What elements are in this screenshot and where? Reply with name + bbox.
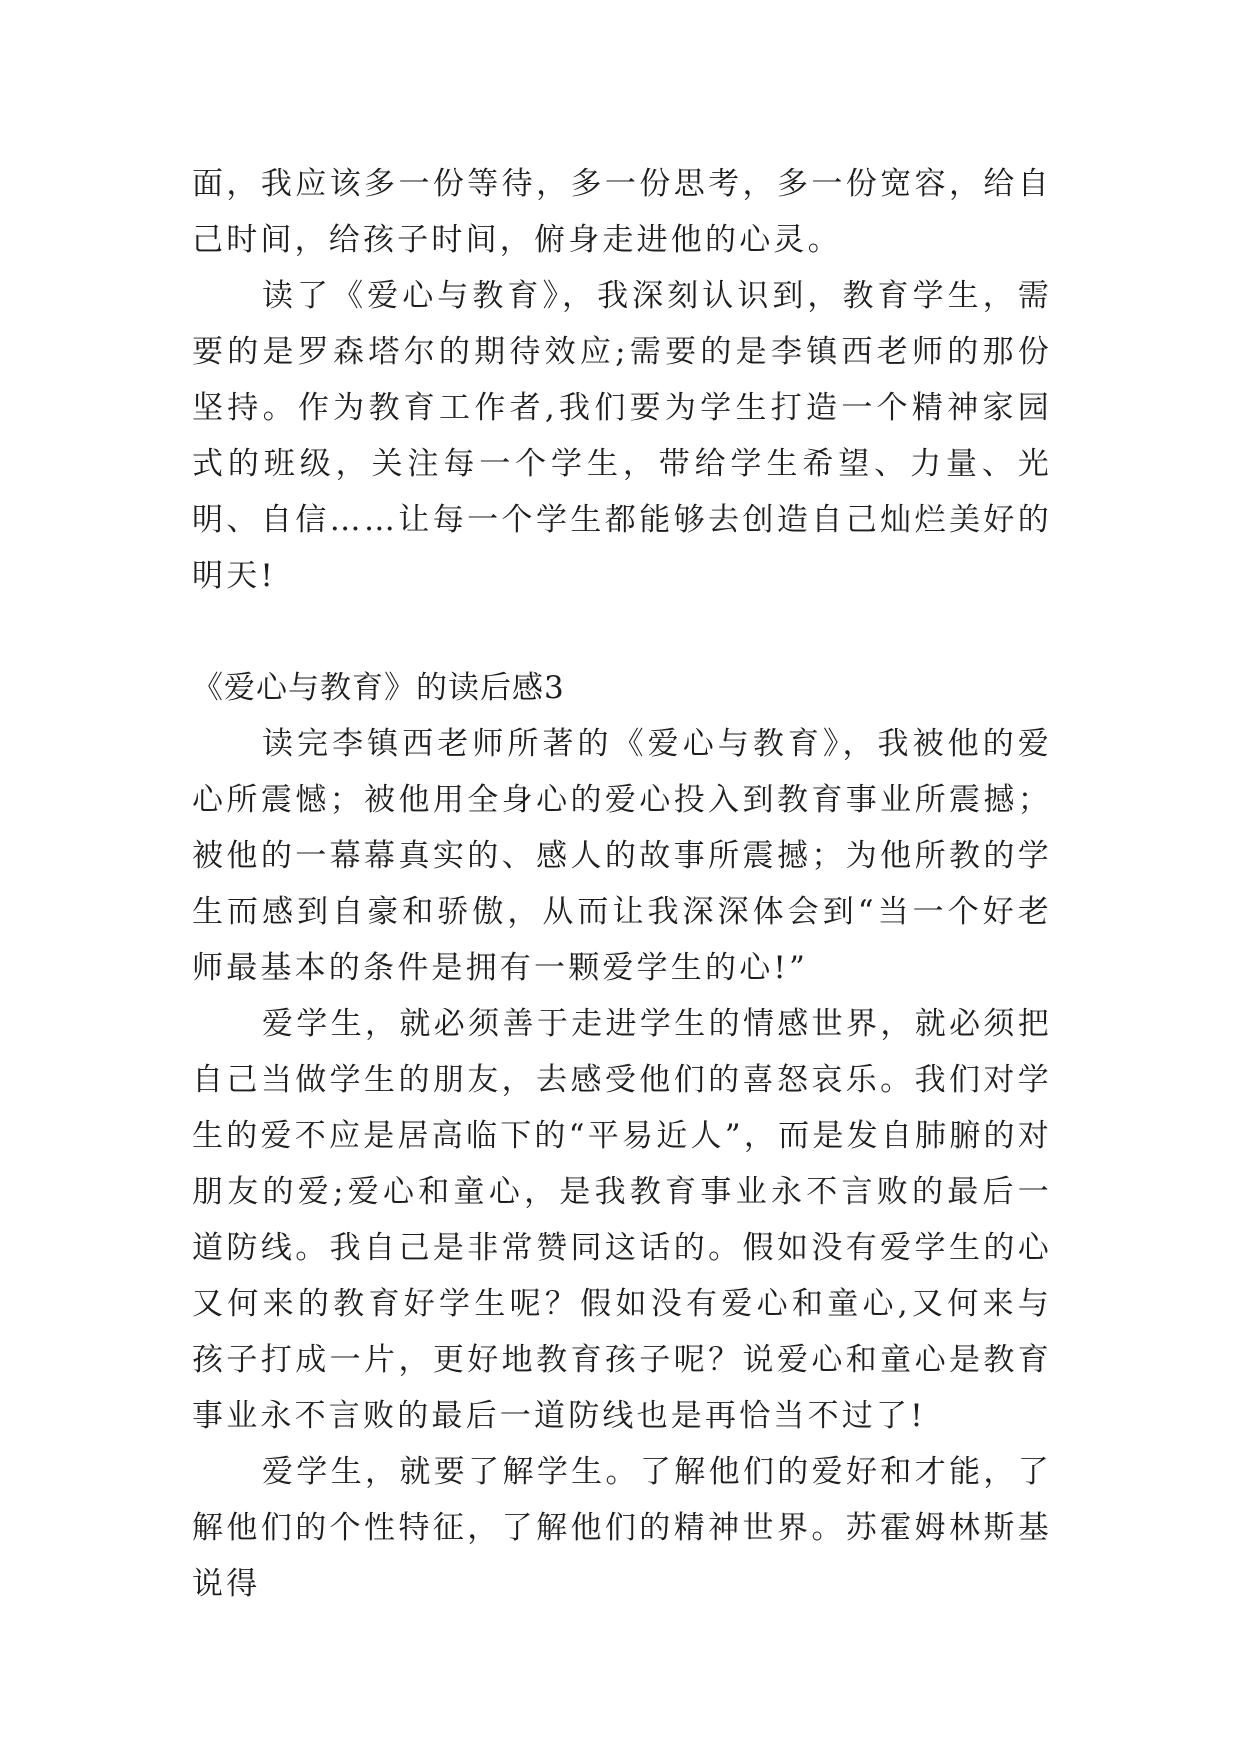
paragraph-continuation: 面，我应该多一份等待，多一份思考，多一份宽容，给自己时间，给孩子时间，俯身走进他的心灵。 [192, 166, 1052, 258]
document-page [192, 156, 1052, 1612]
paragraph-understand-students: 爱学生，就要了解学生。了解他们的爱好和才能，了解他们的个性特征，了解他们的精神世界。苏霍姆林斯基说得 [192, 1454, 1052, 1602]
paragraph-reflection: 读了《爱心与教育》，我深刻认识到，教育学生，需要的是罗森塔尔的期待效应;需要的是李镇西老师的那份坚持。作为教育工作者,我们要为学生打造一个精神家园式的班级，关注每一个学生，带给学生希望、力量、光明、自信……让每一个学生都能够去创造自己灿烂美好的明天! [192, 278, 1052, 594]
paragraph-intro: 读完李镇西老师所著的《爱心与教育》，我被他的爱心所震憾；被他用全身心的爱心投入到教育事业所震撼；被他的一幕幕真实的、感人的故事所震撼；为他所教的学生而感到自豪和骄傲，从而让我深深体会到“当一个好老师最基本的条件是拥有一颗爱学生的心!” [192, 726, 1052, 986]
paragraph-love-students: 爱学生，就必须善于走进学生的情感世界，就必须把自己当做学生的朋友，去感受他们的喜怒哀乐。我们对学生的爱不应是居高临下的“平易近人”，而是发自肺腑的对朋友的爱;爱心和童心，是我教育事业永不言败的最后一道防线。我自己是非常赞同这话的。假如没有爱学生的心又何来的教育好学生呢？假如没有爱心和童心,又何来与孩子打成一片，更好地教育孩子呢？说爱心和童心是教育事业永不言败的最后一道防线也是再恰当不过了! [192, 1006, 1052, 1434]
section-title: 《爱心与教育》的读后感3 [192, 670, 565, 706]
